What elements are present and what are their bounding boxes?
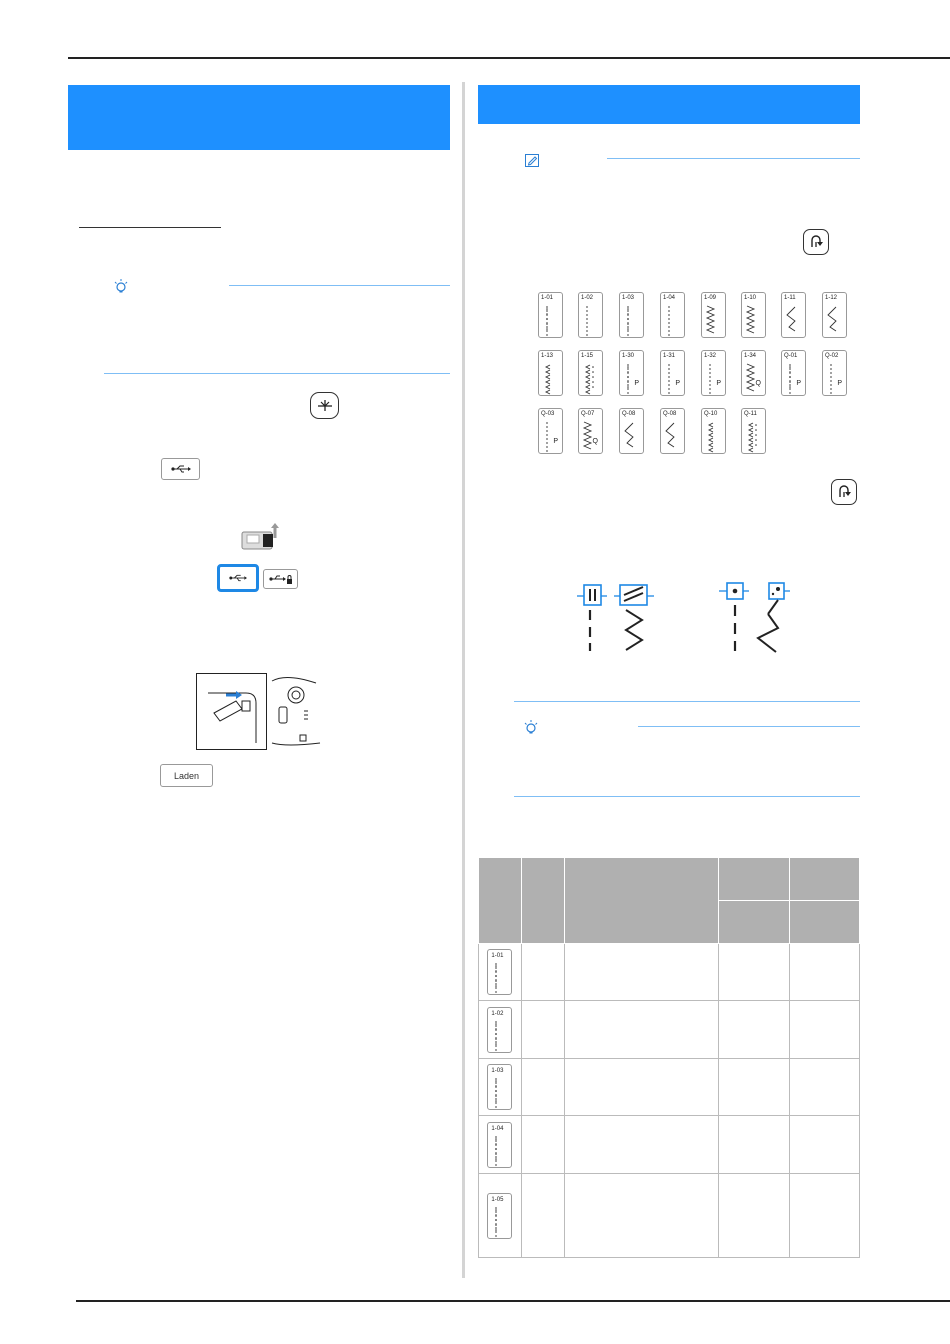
stitch-code-label: 1-09: [704, 295, 717, 301]
table-cell: [521, 944, 565, 1001]
tip-lightbulb-icon: [113, 278, 129, 294]
stitch-tile-1-03[interactable]: [619, 292, 644, 338]
table-cell: [719, 1001, 789, 1059]
reinforcement-stitch-button[interactable]: [803, 229, 829, 255]
stitch-mark-label: P: [796, 380, 801, 387]
tip-rule-right-outer-top: [514, 701, 860, 702]
stitch-tile-Q-08[interactable]: [660, 408, 685, 454]
stitch-mark-label: Q: [592, 438, 598, 445]
stitch-icon-cell: [479, 1116, 522, 1174]
stitch-code-label: 1-34: [744, 353, 757, 359]
tip-rule-bottom: [104, 373, 450, 374]
table-header-cell: [719, 901, 789, 944]
stitch-tile-1-04: [487, 1122, 512, 1168]
stitch-icon-cell: [479, 944, 522, 1001]
stitch-code-label: 1-13: [541, 353, 554, 359]
table-cell: [565, 944, 719, 1001]
stitch-tile-Q-10[interactable]: [701, 408, 726, 454]
table-cell: [789, 1116, 859, 1174]
stitch-code-label: 1-03: [491, 1068, 504, 1074]
stitch-tile-1-12[interactable]: [822, 292, 847, 338]
table-row: [479, 944, 860, 1001]
table-cell: [789, 1174, 859, 1258]
stitch-tile-1-30[interactable]: [619, 350, 644, 396]
table-cell: [719, 1174, 789, 1258]
stitch-tile-Q-08[interactable]: [619, 408, 644, 454]
table-header-cell: [719, 858, 789, 901]
stitch-code-label: 1-02: [581, 295, 594, 301]
stitch-tile-1-01: [487, 949, 512, 995]
table-header-cell: [479, 858, 522, 944]
section-header-bar-left: [68, 85, 450, 150]
laden-button-label: Laden: [173, 770, 200, 781]
stitch-code-label: Q-03: [541, 411, 555, 417]
table-cell: [521, 1174, 565, 1258]
stitch-code-label: Q-02: [825, 353, 839, 359]
usb-button[interactable]: [161, 458, 200, 480]
usb-primary-selected-button[interactable]: [217, 564, 259, 592]
memo-pencil-icon: [524, 152, 540, 168]
stitch-code-label: 1-04: [491, 1125, 504, 1132]
stitch-tile-1-32[interactable]: [701, 350, 726, 396]
stitch-tile-Q-02[interactable]: [822, 350, 847, 396]
usb-icon: [229, 573, 247, 583]
column-divider: [462, 82, 465, 1278]
table-row: [479, 1059, 860, 1116]
section-header-bar-right: [478, 85, 860, 124]
usb-secondary-button[interactable]: [263, 569, 298, 589]
stitch-code-label: 1-03: [622, 295, 635, 301]
stitch-icon-cell: [479, 1059, 522, 1116]
stitch-code-label: 1-01: [541, 295, 554, 301]
stitch-mark-label: P: [634, 380, 639, 387]
stitch-tile-1-02: [487, 1007, 512, 1053]
table-header-cell: [521, 858, 565, 944]
stitch-code-label: 1-12: [825, 295, 838, 301]
tip-rule-right-top: [638, 726, 860, 727]
table-cell: [521, 1116, 565, 1174]
stitch-code-label: 1-30: [622, 353, 635, 359]
stitch-mark-label: Q: [755, 380, 761, 387]
stitch-mark-label: P: [675, 380, 680, 387]
stitch-code-label: 1-05: [491, 1196, 504, 1203]
table-header-cell: [789, 901, 859, 944]
stitch-tile-1-13[interactable]: [538, 350, 563, 396]
memo-rule-top: [607, 158, 860, 159]
reverse-stitch-diagram: [574, 580, 659, 654]
stitch-setting-table: [478, 857, 860, 1258]
reinforcement-stitch-button-2[interactable]: [831, 479, 857, 505]
thread-cutter-button[interactable]: [310, 392, 339, 419]
table-cell: [789, 1059, 859, 1116]
stitch-tile-1-04[interactable]: [660, 292, 685, 338]
stitch-icon-cell: [479, 1001, 522, 1059]
table-cell: [719, 1059, 789, 1116]
top-rule: [68, 57, 950, 59]
stitch-code-label: 1-11: [784, 295, 796, 301]
stitch-code-label: 1-15: [581, 353, 594, 359]
stitch-code-label: 1-04: [663, 295, 676, 301]
table-row: [479, 1174, 860, 1258]
tip-rule-right-bottom: [514, 796, 860, 797]
stitch-tile-1-10[interactable]: [741, 292, 766, 338]
tip-lightbulb-icon: [523, 719, 539, 735]
stitch-icon-cell: [479, 1174, 522, 1258]
stitch-tile-1-02[interactable]: [578, 292, 603, 338]
stitch-mark-label: P: [837, 380, 842, 387]
tip-rule-top: [229, 285, 450, 286]
stitch-code-label: 1-32: [704, 353, 717, 359]
table-cell: [521, 1001, 565, 1059]
stitch-tile-1-34[interactable]: [741, 350, 766, 396]
stitch-code-label: 1-10: [744, 295, 757, 301]
reinforcement-icon: [808, 234, 824, 250]
stitch-tile-1-01[interactable]: [538, 292, 563, 338]
stitch-tile-Q-01[interactable]: [781, 350, 806, 396]
usb-insertion-illustration: [196, 673, 322, 750]
table-cell: [719, 1116, 789, 1174]
table-header-cell: [565, 858, 719, 944]
stitch-code-label: 1-31: [663, 353, 676, 359]
table-row: [479, 1001, 860, 1059]
table-cell: [565, 1174, 719, 1258]
stitch-tile-1-15[interactable]: [578, 350, 603, 396]
stitch-code-label: Q-10: [704, 411, 718, 417]
stitch-mark-label: P: [716, 380, 721, 387]
reinforcement-icon: [836, 484, 852, 500]
table-cell: [565, 1001, 719, 1059]
machine-pocket-icon: [239, 522, 283, 552]
table-cell: [565, 1059, 719, 1116]
stitch-mark-label: P: [553, 438, 558, 445]
stitch-code-label: Q-08: [663, 411, 677, 417]
table-cell: [789, 944, 859, 1001]
subheading-underline: [79, 227, 221, 228]
table-cell: [789, 1001, 859, 1059]
usb-icon: [171, 464, 191, 474]
table-cell: [521, 1059, 565, 1116]
stitch-tile-Q-03[interactable]: [538, 408, 563, 454]
stitch-code-label: Q-07: [581, 411, 595, 417]
bottom-rule: [76, 1300, 950, 1302]
stitch-code-label: Q-08: [622, 411, 636, 417]
table-row: [479, 1116, 860, 1174]
usb-lock-icon: [269, 573, 293, 585]
stitch-tile-Q-07[interactable]: [578, 408, 603, 454]
stitch-code-label: Q-01: [784, 353, 798, 359]
stitch-code-label: 1-02: [491, 1010, 504, 1017]
stitch-tile-Q-11[interactable]: [741, 408, 766, 454]
table-header-cell: [789, 858, 859, 901]
laden-button[interactable]: [160, 764, 213, 787]
table-cell: [565, 1116, 719, 1174]
stitch-tile-1-31[interactable]: [660, 350, 685, 396]
stitch-tile-1-09[interactable]: [701, 292, 726, 338]
stitch-code-label: Q-11: [744, 411, 757, 417]
thread-cutter-icon: [316, 397, 334, 415]
stitch-code-label: 1-01: [491, 953, 504, 959]
stitch-tile-1-03: [487, 1064, 512, 1110]
stitch-tile-1-05: [487, 1193, 512, 1239]
reinforcement-stitch-diagram: [716, 580, 792, 654]
stitch-tile-1-11[interactable]: [781, 292, 806, 338]
table-cell: [719, 944, 789, 1001]
